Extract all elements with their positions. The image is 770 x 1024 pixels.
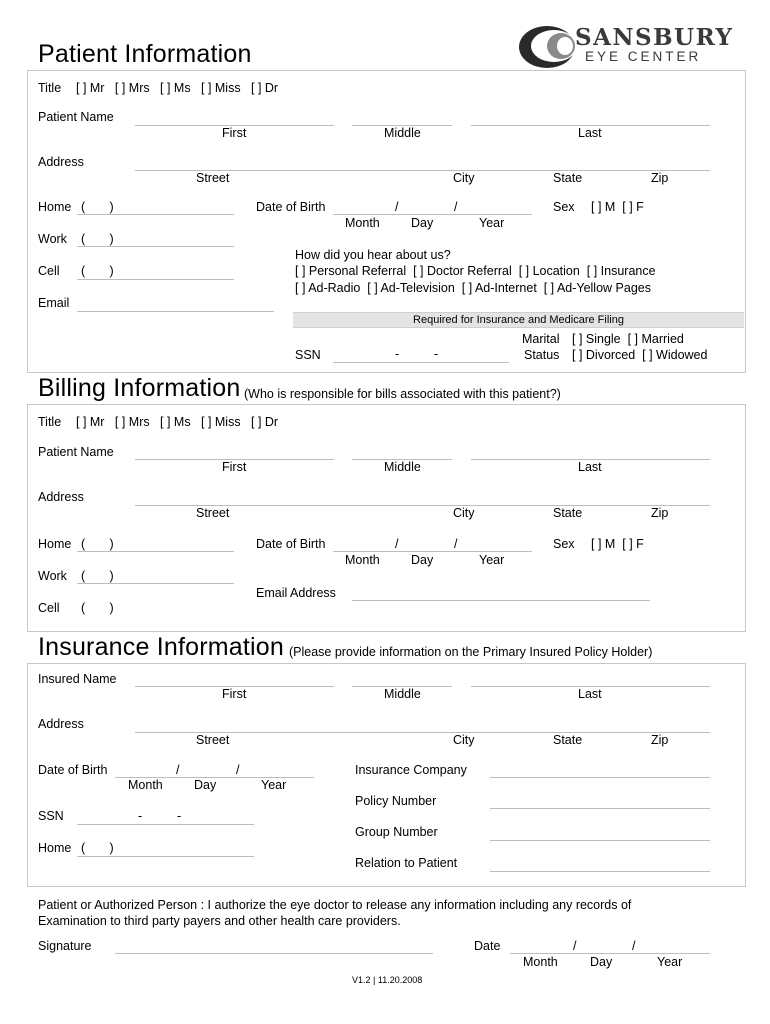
logo <box>517 24 732 70</box>
billing-subheading: (Who is responsible for bills associated with this patient?) <box>244 387 561 401</box>
insurance-company-label: Insurance Company <box>355 763 467 777</box>
logo-subtitle: EYE CENTER <box>585 49 702 64</box>
patient-dob-month-caption: Month <box>345 216 380 230</box>
billing-email-label: Email Address <box>256 586 336 600</box>
patient-marital-label-2: Status <box>524 348 560 362</box>
insurance-policy-field[interactable] <box>490 808 710 809</box>
signature-date-month-caption: Month <box>523 955 558 969</box>
patient-cell-paren: ( ) <box>81 264 114 278</box>
billing-work-phone-field[interactable] <box>77 583 234 584</box>
patient-heading: Patient Information <box>38 40 252 68</box>
insurance-policy-label: Policy Number <box>355 794 437 808</box>
patient-sex-label: Sex <box>553 200 575 214</box>
logo-name: SANSBURY <box>575 24 734 51</box>
billing-section <box>27 404 746 632</box>
patient-hear-label: How did you hear about us? <box>295 248 451 262</box>
insurance-company-field[interactable] <box>490 777 710 778</box>
patient-middle-caption: Middle <box>384 126 421 140</box>
patient-ssn-dash-2: - <box>434 347 439 361</box>
insurance-group-field[interactable] <box>490 840 710 841</box>
patient-street-caption: Street <box>196 171 230 185</box>
billing-home-label: Home <box>38 537 72 551</box>
patient-hear-options-2[interactable]: [ ] Ad-Radio [ ] Ad-Television [ ] Ad-Internet [ ] Ad-Yellow Pages <box>295 281 651 295</box>
patient-first-caption: First <box>222 126 247 140</box>
insurance-relation-field[interactable] <box>490 871 710 872</box>
version-footer: V1.2 | 11.20.2008 <box>352 975 423 985</box>
patient-state-caption: State <box>553 171 583 185</box>
patient-marital-options-2[interactable]: [ ] Divorced [ ] Widowed <box>572 348 708 362</box>
insurance-ssn-dash-1: - <box>138 809 143 823</box>
insurance-last-caption: Last <box>578 687 602 701</box>
insurance-dob-year-caption: Year <box>261 778 287 792</box>
patient-email-label: Email <box>38 296 70 310</box>
billing-first-caption: First <box>222 460 247 474</box>
insurance-middle-caption: Middle <box>384 687 421 701</box>
billing-title-label: Title <box>38 415 62 429</box>
billing-dob-month-caption: Month <box>345 553 380 567</box>
patient-sex-options[interactable]: [ ] M [ ] F <box>591 200 644 214</box>
insurance-zip-caption: Zip <box>651 733 669 747</box>
insurance-relation-label: Relation to Patient <box>355 856 458 870</box>
billing-cell-paren: ( ) <box>81 601 114 615</box>
signature-label: Signature <box>38 939 92 953</box>
insurance-home-label: Home <box>38 841 72 855</box>
insurance-dob-slash-2: / <box>236 763 240 777</box>
billing-dob-slash-1: / <box>395 537 399 551</box>
billing-name-label: Patient Name <box>38 445 114 459</box>
billing-sex-options[interactable]: [ ] M [ ] F <box>591 537 644 551</box>
signature-date-slash-1: / <box>573 939 577 953</box>
patient-name-label: Patient Name <box>38 110 114 124</box>
billing-dob-day-caption: Day <box>411 553 434 567</box>
billing-last-caption: Last <box>578 460 602 474</box>
authorization-text-1: Patient or Authorized Person : I authorize the eye doctor to release any information including any records of <box>38 898 632 912</box>
billing-city-caption: City <box>453 506 475 520</box>
patient-home-label: Home <box>38 200 72 214</box>
signature-date-field[interactable] <box>510 953 710 954</box>
billing-address-label: Address <box>38 490 84 504</box>
insurance-home-paren: ( ) <box>81 841 114 855</box>
signature-date-slash-2: / <box>632 939 636 953</box>
patient-dob-slash-2: / <box>454 200 458 214</box>
patient-email-field[interactable] <box>77 311 274 312</box>
patient-cell-label: Cell <box>38 264 60 278</box>
billing-home-phone-field[interactable] <box>77 551 234 552</box>
patient-ssn-label: SSN <box>295 348 321 362</box>
patient-title-options[interactable]: [ ] Mr [ ] Mrs [ ] Ms [ ] Miss [ ] Dr <box>76 81 279 95</box>
patient-title-label: Title <box>38 81 62 95</box>
signature-date-label: Date <box>474 939 501 953</box>
patient-dob-label: Date of Birth <box>256 200 326 214</box>
billing-email-field[interactable] <box>352 600 650 601</box>
insurance-ssn-dash-2: - <box>177 809 182 823</box>
patient-hear-options-1[interactable]: [ ] Personal Referral [ ] Doctor Referral [ ] Location [ ] Insurance <box>295 264 656 278</box>
patient-home-paren: ( ) <box>81 200 114 214</box>
patient-work-paren: ( ) <box>81 232 114 246</box>
billing-cell-label: Cell <box>38 601 60 615</box>
billing-title-options[interactable]: [ ] Mr [ ] Mrs [ ] Ms [ ] Miss [ ] Dr <box>76 415 279 429</box>
insurance-first-caption: First <box>222 687 247 701</box>
billing-zip-caption: Zip <box>651 506 669 520</box>
billing-dob-year-caption: Year <box>479 553 505 567</box>
patient-dob-day-caption: Day <box>411 216 434 230</box>
signature-field[interactable] <box>115 953 433 954</box>
billing-sex-label: Sex <box>553 537 575 551</box>
billing-state-caption: State <box>553 506 583 520</box>
patient-address-label: Address <box>38 155 84 169</box>
patient-dob-slash-1: / <box>395 200 399 214</box>
patient-cell-phone-field[interactable] <box>77 279 234 280</box>
required-filing-band: Required for Insurance and Medicare Filing <box>293 312 744 328</box>
patient-marital-label-1: Marital <box>522 332 560 346</box>
patient-ssn-field[interactable] <box>333 362 509 363</box>
billing-street-caption: Street <box>196 506 230 520</box>
billing-dob-field[interactable] <box>333 551 532 552</box>
patient-city-caption: City <box>453 171 475 185</box>
insurance-ssn-label: SSN <box>38 809 64 823</box>
insurance-street-caption: Street <box>196 733 230 747</box>
insurance-heading: Insurance Information <box>38 633 284 661</box>
signature-date-day-caption: Day <box>590 955 613 969</box>
billing-middle-caption: Middle <box>384 460 421 474</box>
billing-home-paren: ( ) <box>81 537 114 551</box>
patient-work-label: Work <box>38 232 67 246</box>
patient-zip-caption: Zip <box>651 171 669 185</box>
insurance-address-label: Address <box>38 717 84 731</box>
insurance-ssn-field[interactable] <box>77 824 254 825</box>
patient-ssn-dash-1: - <box>395 347 400 361</box>
insurance-city-caption: City <box>453 733 475 747</box>
insurance-group-label: Group Number <box>355 825 438 839</box>
insurance-subheading: (Please provide information on the Primary Insured Policy Holder) <box>289 645 653 659</box>
insurance-dob-month-caption: Month <box>128 778 163 792</box>
billing-dob-label: Date of Birth <box>256 537 326 551</box>
insurance-dob-day-caption: Day <box>194 778 217 792</box>
insurance-dob-slash-1: / <box>176 763 180 777</box>
patient-work-phone-field[interactable] <box>77 246 234 247</box>
insurance-dob-label: Date of Birth <box>38 763 108 777</box>
patient-last-caption: Last <box>578 126 602 140</box>
patient-dob-year-caption: Year <box>479 216 505 230</box>
patient-home-phone-field[interactable] <box>77 214 234 215</box>
patient-dob-field[interactable] <box>333 214 532 215</box>
billing-dob-slash-2: / <box>454 537 458 551</box>
insurance-state-caption: State <box>553 733 583 747</box>
billing-work-paren: ( ) <box>81 569 114 583</box>
patient-marital-options-1[interactable]: [ ] Single [ ] Married <box>572 332 684 346</box>
insurance-home-phone-field[interactable] <box>77 856 254 857</box>
billing-heading: Billing Information <box>38 374 241 402</box>
signature-date-year-caption: Year <box>657 955 683 969</box>
billing-work-label: Work <box>38 569 67 583</box>
insurance-name-label: Insured Name <box>38 672 117 686</box>
authorization-text-2: Examination to third party payers and other health care providers. <box>38 914 401 928</box>
